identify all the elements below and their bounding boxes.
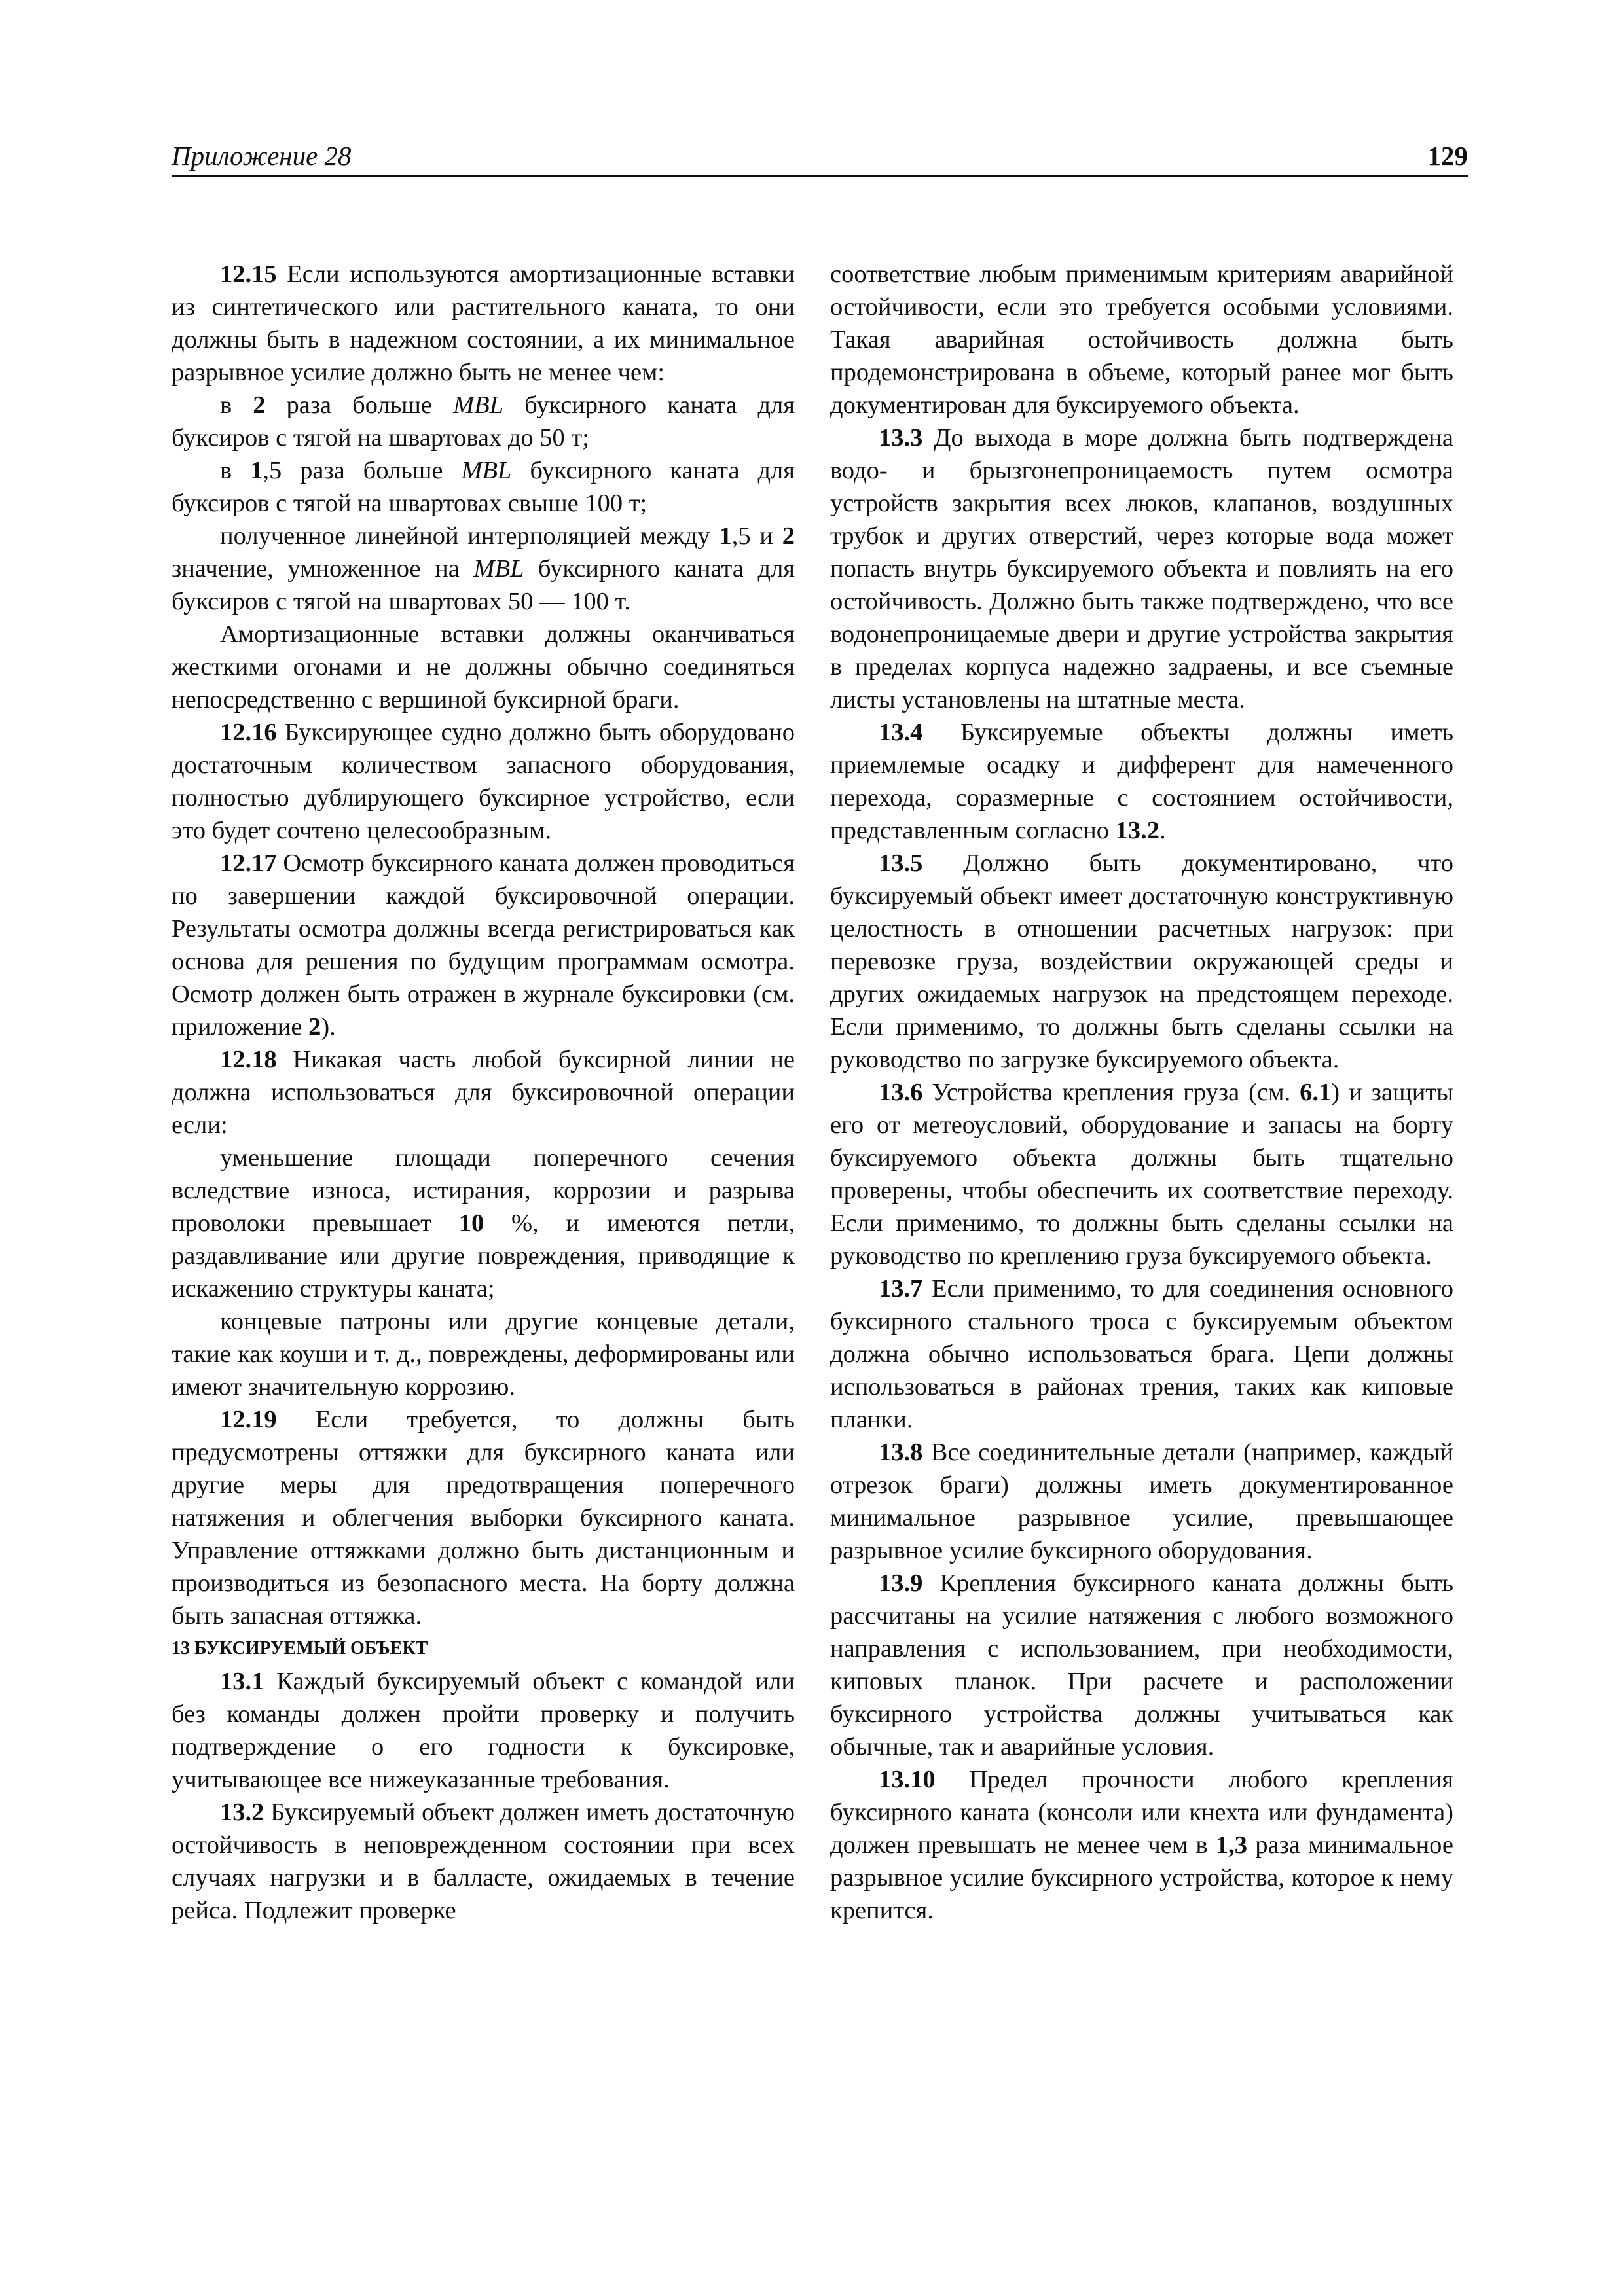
- text-fragment: буксирного каната для буксиров с тягой на швартовах до 50 т;: [172, 391, 795, 452]
- cross-reference: 1,3: [1215, 1831, 1247, 1859]
- paragraph-text: Если требуется, то должны быть предусмотрены оттяжки для буксирного каната или другие меры для предотвращения поперечного натяжения и облегчения выборки буксирного каната. Управление оттяжками должно быть дистанционным и производиться из безопасного места. На борту должна быть запасная оттяжка.: [172, 1406, 795, 1630]
- list-item: [172, 454, 795, 520]
- number-bold: 2: [253, 391, 266, 419]
- text-fragment: уменьшение площади поперечного сечения вследствие износа, истирания, коррозии и разрыва проволоки превышает: [172, 1144, 795, 1237]
- cross-reference: 13.2: [1115, 817, 1159, 844]
- mbl-term: MBL: [473, 555, 524, 583]
- text-fragment: в: [220, 391, 253, 419]
- paragraph-text: До выхода в море должна быть подтверждена водо- и брызгонепроницаемость путем осмотра устройств закрытия всех люков, клапанов, воздушных трубок и других отверстий, через которые вода может попасть внутрь буксируемого объекта и повлиять на его остойчивость. Должно быть также подтверждено, что все водонепроницаемые двери и другие устройства закрытия в пределах корпуса надежно задраены, и все съемные листы установлены на штатные места.: [830, 424, 1453, 713]
- paragraph-text: Каждый буксируемый объект с командой или без команды должен пройти проверку и получить подтверждение о его годности к буксировке, учитывающее все нижеуказанные требования.: [172, 1668, 795, 1793]
- paragraph-13-5: [830, 847, 1453, 1076]
- paragraph-text: Устройства крепления груза (см.: [922, 1079, 1300, 1106]
- paragraph-13-10: [830, 1763, 1453, 1927]
- clause-number: 13.7: [879, 1275, 923, 1302]
- paragraph-12-18: [172, 1043, 795, 1141]
- text-fragment: полученное линейной интерполяцией между: [220, 522, 720, 550]
- header-rule: [172, 175, 1468, 177]
- paragraph-13-4: [830, 716, 1453, 847]
- running-header-title: Приложение 28: [172, 141, 352, 171]
- number-bold: 10: [458, 1210, 484, 1237]
- paragraph-text: Должно быть документировано, что буксируемый объект имеет достаточную конструктивную целостность в отношении расчетных нагрузок: при перевозке груза, воздействии окружающей среды и других ожидаемых нагрузок на предстоящем переходе. Если применимо, то должны быть сделаны ссылки на руководство по загрузке буксируемого объекта.: [830, 850, 1453, 1073]
- paragraph-text: Предел прочности любого крепления буксирного каната (консоли или кнехта или фундамента) должен превышать не менее чем в: [830, 1766, 1453, 1859]
- clause-number: 13.4: [879, 719, 923, 746]
- paragraph-13-3: [830, 422, 1453, 716]
- clause-number: 13.3: [879, 424, 923, 452]
- text-fragment: %, и имеются петли, раздавливание или другие повреждения, приводящие к искажению структуры каната;: [172, 1210, 795, 1302]
- paragraph-amortization: Амортизационные вставки должны оканчиваться жесткими огонами и не должны обычно соединяться непосредственно с вершиной буксирной браги.: [172, 620, 795, 713]
- paragraph-text: Буксирующее судно должно быть оборудовано достаточным количеством запасного оборудования, полностью дублирующего буксирное устройство, если это будет сочтено целесообразным.: [172, 719, 795, 844]
- clause-number: 13.8: [879, 1439, 923, 1466]
- clause-number: 12.17: [220, 850, 277, 877]
- clause-number: 13.10: [879, 1766, 936, 1793]
- paragraph-13-7: [830, 1272, 1453, 1436]
- paragraph-13-2: [172, 1796, 795, 1927]
- paragraph-text: Если используются амортизационные вставки из синтетического или растительного каната, то они должны быть в надежном состоянии, а их минимальное разрывное усилие должно быть не менее чем:: [172, 260, 795, 386]
- clause-number: 13.9: [879, 1570, 923, 1597]
- paragraph-text: ) и защиты его от метеоусловий, оборудование и запасы на борту буксируемого объекта должны быть тщательно проверены, чтобы обеспечить их соответствие переходу. Если применимо, то должны быть сделаны ссылки на руководство по креплению груза буксируемого объекта.: [830, 1079, 1453, 1270]
- mbl-term: MBL: [453, 391, 504, 419]
- paragraph-13-8: [830, 1436, 1453, 1567]
- clause-number: 13.6: [879, 1079, 923, 1106]
- paragraph-12-19: [172, 1403, 795, 1632]
- clause-number: 12.16: [220, 719, 277, 746]
- paragraph-text: Никакая часть любой буксирной линии не должна использоваться для буксировочной операции если:: [172, 1046, 795, 1139]
- page-number: 129: [1427, 141, 1468, 171]
- clause-number: 12.18: [220, 1046, 277, 1073]
- number-bold: 2: [782, 522, 795, 550]
- paragraph-text: Все соединительные детали (например, каждый отрезок браги) должны иметь документированное минимальное разрывное усилие, превышающее разрывное усилие буксирного оборудования.: [830, 1439, 1453, 1564]
- paragraph-text: раза минимальное разрывное усилие буксирного устройства, которое к нему крепится.: [830, 1831, 1453, 1924]
- clause-number: 13.5: [879, 850, 923, 877]
- paragraph-12-16: [172, 716, 795, 847]
- section-title: 13 БУКСИРУЕМЫЙ ОБЪЕКТ: [172, 1638, 428, 1659]
- paragraph-13-2-continued: соответствие любым применимым критериям аварийной остойчивости, если это требуется особыми условиями. Такая аварийная остойчивость должна быть продемонстрирована в объеме, который ранее мог быть документирован для буксируемого объекта.: [830, 260, 1453, 419]
- clause-number: 13.2: [220, 1799, 264, 1826]
- text-fragment: значение, умноженное на: [172, 555, 474, 583]
- clause-number: 12.15: [220, 260, 277, 288]
- paragraph-13-9: [830, 1567, 1453, 1763]
- text-fragment: в: [220, 457, 251, 484]
- cross-reference: 6.1: [1300, 1079, 1332, 1106]
- text-fragment: буксирного каната для буксиров с тягой на швартовах 50 — 100 т.: [172, 555, 795, 615]
- paragraph-12-15: [172, 258, 795, 389]
- cross-reference: 2: [308, 1013, 321, 1041]
- number-bold: 1: [719, 522, 732, 550]
- paragraph-text: ).: [321, 1013, 336, 1041]
- left-column: [172, 258, 795, 1927]
- text-fragment: ,5 раза больше: [263, 457, 462, 484]
- right-column: [830, 258, 1453, 1927]
- list-item: [172, 1141, 795, 1305]
- paragraph-text: .: [1159, 817, 1166, 844]
- mbl-term: MBL: [461, 457, 512, 484]
- paragraph-12-17: [172, 847, 795, 1043]
- number-bold: 1: [250, 457, 263, 484]
- list-item: концевые патроны или другие концевые детали, такие как коуши и т. д., повреждены, деформированы или имеют значительную коррозию.: [172, 1308, 795, 1401]
- clause-number: 13.1: [220, 1668, 264, 1695]
- text-fragment: ,5 и: [731, 522, 782, 550]
- paragraph-13-6: [830, 1076, 1453, 1272]
- paragraph-text: Буксируемый объект должен иметь достаточную остойчивость в неповрежденном состоянии при всех случаях нагрузки и в балласте, ожидаемых в течение рейса. Подлежит проверке: [172, 1799, 795, 1924]
- paragraph-text: Осмотр буксирного каната должен проводиться по завершении каждой буксировочной операции. Результаты осмотра должны всегда регистрироваться как основа для решения по будущим программам осмотра. Осмотр должен быть отражен в журнале буксировки (см. приложение: [172, 850, 795, 1041]
- text-fragment: раза больше: [265, 391, 454, 419]
- clause-number: 12.19: [220, 1406, 277, 1433]
- paragraph-text: Если применимо, то для соединения основного буксирного стального троса с буксируемым объектом должна обычно использоваться брага. Цепи должны использоваться в районах трения, таких как киповые планки.: [830, 1275, 1453, 1433]
- paragraph-13-1: [172, 1665, 795, 1796]
- list-item: [172, 520, 795, 618]
- paragraph-text: Буксируемые объекты должны иметь приемлемые осадку и дифферент для намеченного перехода, соразмерные с состоянием остойчивости, представленным согласно: [830, 719, 1453, 844]
- paragraph-text: Крепления буксирного каната должны быть рассчитаны на усилие натяжения с любого возможного направления с использованием, при необходимости, киповых планок. При расчете и расположении буксирного устройства должны учитываться как обычные, так и аварийные условия.: [830, 1570, 1453, 1761]
- list-item: [172, 389, 795, 454]
- text-fragment: буксирного каната для буксиров с тягой на швартовах свыше 100 т;: [172, 457, 795, 517]
